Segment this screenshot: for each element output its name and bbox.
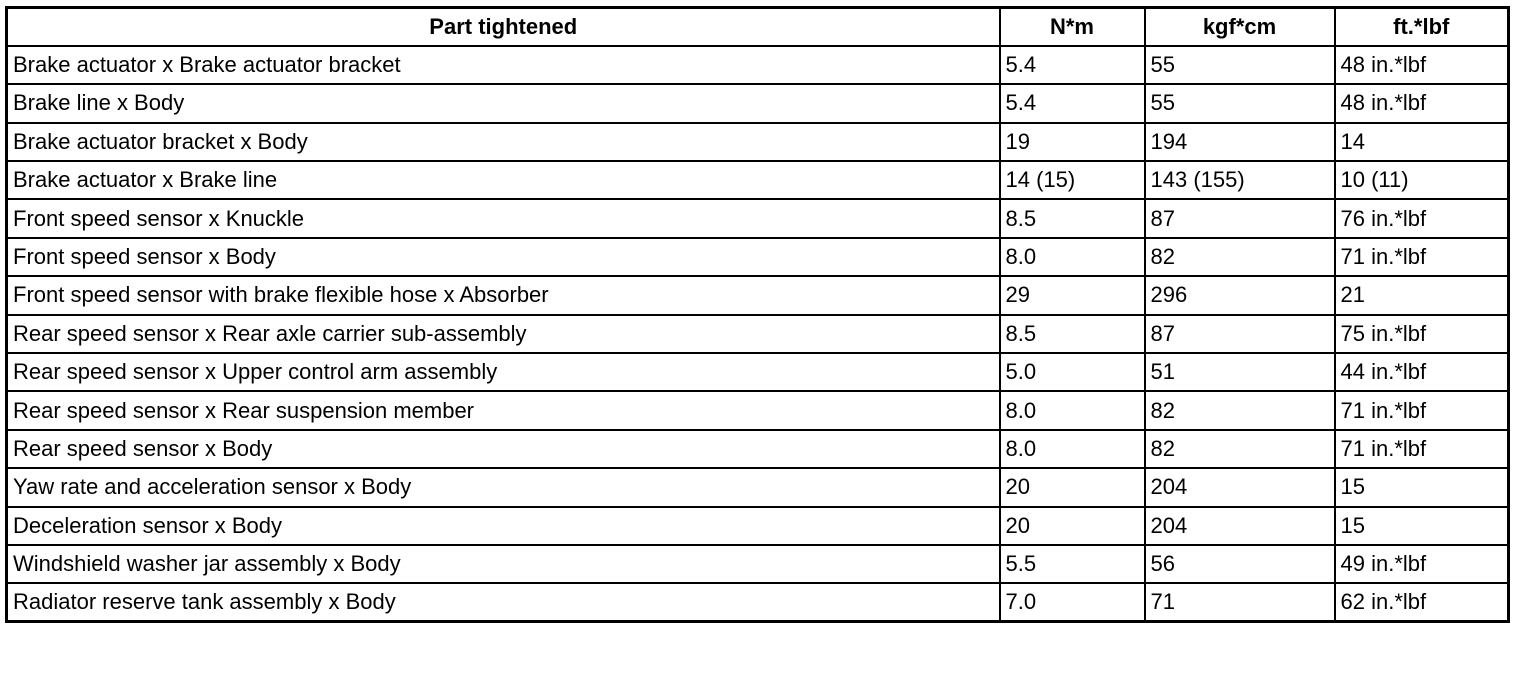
table-row — [7, 161, 1509, 199]
cell-part: Deceleration sensor x Body — [7, 507, 1000, 545]
cell-part: Radiator reserve tank assembly x Body — [7, 583, 1000, 621]
cell-nm: 8.0 — [1000, 238, 1145, 276]
cell-nm: 14 (15) — [1000, 161, 1145, 199]
table-row — [7, 276, 1509, 314]
table-header — [7, 8, 1509, 46]
cell-ftlbf: 14 — [1335, 123, 1509, 161]
cell-ftlbf: 48 in.*lbf — [1335, 84, 1509, 122]
cell-kgfcm: 82 — [1145, 391, 1335, 429]
cell-part: Brake actuator x Brake line — [7, 161, 1000, 199]
cell-nm: 8.0 — [1000, 391, 1145, 429]
cell-ftlbf: 71 in.*lbf — [1335, 391, 1509, 429]
table-row — [7, 583, 1509, 621]
cell-kgfcm: 56 — [1145, 545, 1335, 583]
cell-ftlbf: 71 in.*lbf — [1335, 238, 1509, 276]
cell-part: Rear speed sensor x Body — [7, 430, 1000, 468]
cell-part: Front speed sensor x Knuckle — [7, 199, 1000, 237]
cell-ftlbf: 15 — [1335, 468, 1509, 506]
cell-kgfcm: 82 — [1145, 430, 1335, 468]
cell-nm: 29 — [1000, 276, 1145, 314]
table-row — [7, 46, 1509, 84]
cell-kgfcm: 87 — [1145, 315, 1335, 353]
cell-nm: 7.0 — [1000, 583, 1145, 621]
cell-nm: 5.0 — [1000, 353, 1145, 391]
table-row — [7, 507, 1509, 545]
cell-ftlbf: 62 in.*lbf — [1335, 583, 1509, 621]
cell-part: Rear speed sensor x Rear suspension member — [7, 391, 1000, 429]
cell-kgfcm: 51 — [1145, 353, 1335, 391]
cell-part: Front speed sensor with brake flexible hose x Absorber — [7, 276, 1000, 314]
cell-nm: 20 — [1000, 507, 1145, 545]
torque-specification-table — [5, 6, 1510, 623]
table-row — [7, 123, 1509, 161]
table-row — [7, 315, 1509, 353]
table-row — [7, 238, 1509, 276]
cell-ftlbf: 48 in.*lbf — [1335, 46, 1509, 84]
cell-kgfcm: 87 — [1145, 199, 1335, 237]
cell-kgfcm: 204 — [1145, 507, 1335, 545]
cell-ftlbf: 76 in.*lbf — [1335, 199, 1509, 237]
header-row — [7, 8, 1509, 46]
cell-nm: 8.5 — [1000, 199, 1145, 237]
cell-ftlbf: 71 in.*lbf — [1335, 430, 1509, 468]
table-row — [7, 430, 1509, 468]
cell-kgfcm: 204 — [1145, 468, 1335, 506]
table-row — [7, 545, 1509, 583]
table-row — [7, 199, 1509, 237]
cell-part: Front speed sensor x Body — [7, 238, 1000, 276]
cell-kgfcm: 82 — [1145, 238, 1335, 276]
cell-nm: 19 — [1000, 123, 1145, 161]
cell-nm: 8.5 — [1000, 315, 1145, 353]
cell-part: Brake actuator bracket x Body — [7, 123, 1000, 161]
header-ft-lbf: ft.*lbf — [1335, 8, 1509, 46]
cell-kgfcm: 55 — [1145, 46, 1335, 84]
cell-ftlbf: 15 — [1335, 507, 1509, 545]
header-newton-meter: N*m — [1000, 8, 1145, 46]
cell-nm: 8.0 — [1000, 430, 1145, 468]
cell-kgfcm: 55 — [1145, 84, 1335, 122]
cell-ftlbf: 10 (11) — [1335, 161, 1509, 199]
cell-ftlbf: 75 in.*lbf — [1335, 315, 1509, 353]
cell-ftlbf: 49 in.*lbf — [1335, 545, 1509, 583]
table-row — [7, 391, 1509, 429]
cell-kgfcm: 194 — [1145, 123, 1335, 161]
table-row — [7, 84, 1509, 122]
table-row — [7, 353, 1509, 391]
cell-ftlbf: 44 in.*lbf — [1335, 353, 1509, 391]
table-row — [7, 468, 1509, 506]
cell-kgfcm: 296 — [1145, 276, 1335, 314]
header-part-tightened: Part tightened — [7, 8, 1000, 46]
cell-nm: 5.4 — [1000, 84, 1145, 122]
cell-part: Rear speed sensor x Rear axle carrier sub-assembly — [7, 315, 1000, 353]
cell-part: Brake line x Body — [7, 84, 1000, 122]
cell-ftlbf: 21 — [1335, 276, 1509, 314]
cell-part: Yaw rate and acceleration sensor x Body — [7, 468, 1000, 506]
cell-nm: 5.5 — [1000, 545, 1145, 583]
cell-nm: 20 — [1000, 468, 1145, 506]
table-body — [7, 46, 1509, 622]
cell-part: Brake actuator x Brake actuator bracket — [7, 46, 1000, 84]
cell-kgfcm: 143 (155) — [1145, 161, 1335, 199]
cell-part: Rear speed sensor x Upper control arm assembly — [7, 353, 1000, 391]
cell-part: Windshield washer jar assembly x Body — [7, 545, 1000, 583]
cell-kgfcm: 71 — [1145, 583, 1335, 621]
header-kgf-cm: kgf*cm — [1145, 8, 1335, 46]
cell-nm: 5.4 — [1000, 46, 1145, 84]
